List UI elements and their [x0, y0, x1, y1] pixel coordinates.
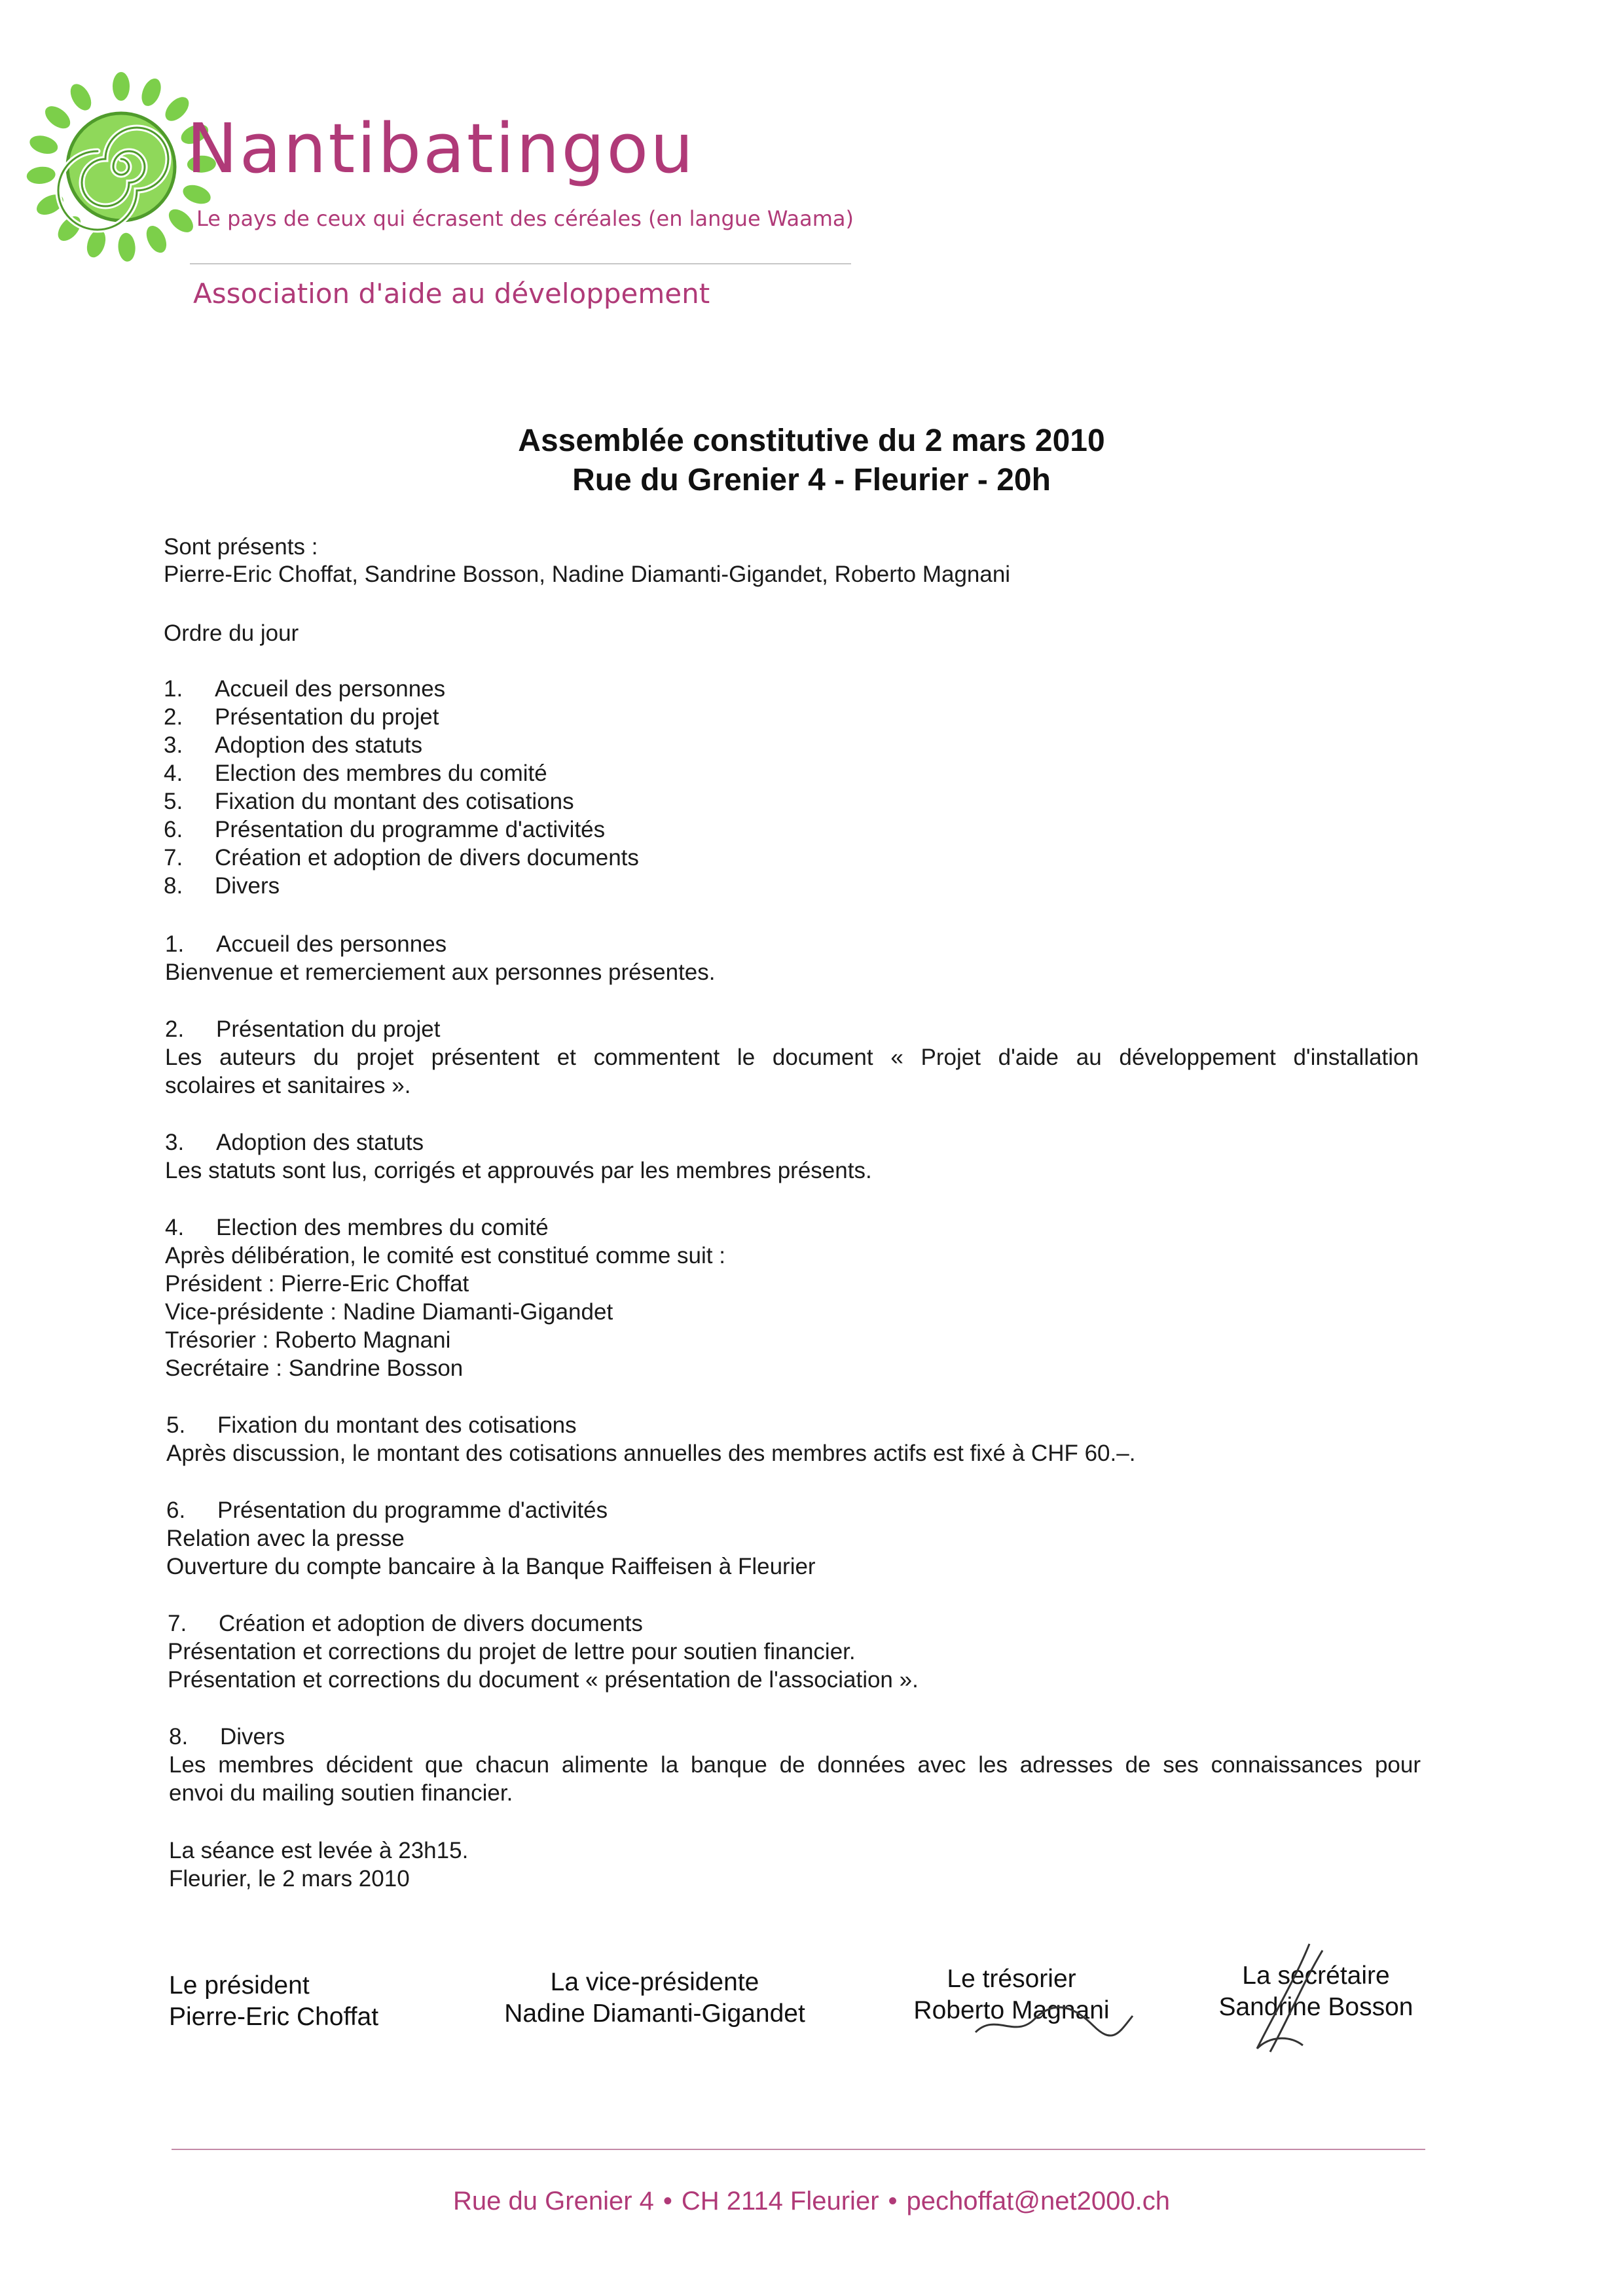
section-text: Vice-présidente : Nadine Diamanti-Gigandet [165, 1299, 613, 1325]
section-heading: 6. Présentation du programme d'activités [166, 1498, 608, 1523]
bullet-icon: • [888, 2187, 898, 2215]
section-heading: 4. Election des membres du comité [165, 1215, 549, 1240]
section-text: Après discussion, le montant des cotisations annuelles des membres actifs est fixé à CHF 60.–. [166, 1441, 1136, 1466]
signature-role: Le président [169, 1971, 310, 2000]
agenda-item: 1. Accueil des personnes [164, 676, 446, 702]
handwritten-signature-secretary [1231, 1937, 1349, 2062]
association-subtitle: Association d'aide au développement [193, 278, 710, 310]
brand-name: Nantibatingou [187, 109, 696, 188]
agenda-label: Ordre du jour [164, 620, 299, 646]
agenda-item: 8. Divers [164, 873, 280, 899]
attendees-label: Sont présents : [164, 534, 318, 560]
section-text: Les statuts sont lus, corrigés et approuvés par les membres présents. [165, 1158, 872, 1183]
signature-role: Le trésorier [947, 1965, 1076, 1993]
footer-divider [172, 2149, 1425, 2150]
signature-name: Sandrine Bosson [1218, 1993, 1413, 2021]
section-heading: 8. Divers [169, 1724, 285, 1749]
section-text: Bienvenue et remerciement aux personnes présentes. [165, 960, 716, 985]
section-text: Relation avec la presse [166, 1526, 405, 1551]
signature-role: La secrétaire [1242, 1962, 1390, 1990]
section-text: Après délibération, le comité est constitué comme suit : [165, 1243, 725, 1268]
signature-president [169, 1970, 378, 2033]
meeting-location: Rue du Grenier 4 - Fleurier - 20h [572, 463, 1051, 497]
signature-name: Pierre-Eric Choffat [169, 2003, 379, 2031]
footer-address: Rue du Grenier 4 [453, 2187, 654, 2215]
section-text: Secrétaire : Sandrine Bosson [165, 1355, 464, 1381]
agenda-item: 7. Création et adoption de divers documents [164, 845, 639, 870]
attendees-names: Pierre-Eric Choffat, Sandrine Bosson, Nadine Diamanti-Gigandet, Roberto Magnani [164, 562, 1011, 587]
section-text: Président : Pierre-Eric Choffat [165, 1271, 469, 1297]
signature-name: Roberto Magnani [913, 1996, 1110, 2024]
closing-place-date: Fleurier, le 2 mars 2010 [169, 1866, 410, 1892]
section-text: Les membres décident que chacun alimente la banque de données avec les adresses de ses connaissances pour [169, 1752, 1421, 1778]
section-text: envoi du mailing soutien financier. [169, 1780, 513, 1806]
letterhead-divider [190, 263, 851, 264]
footer-email[interactable]: pechoffat@net2000.ch [906, 2187, 1170, 2215]
handwritten-signature-treasurer [969, 1993, 1139, 2045]
signature-role: La vice-présidente [550, 1968, 759, 1996]
section-text: Présentation et corrections du projet de lettre pour soutien financier. [168, 1639, 856, 1664]
footer-postal: CH 2114 Fleurier [681, 2187, 879, 2215]
section-text: Trésorier : Roberto Magnani [165, 1327, 451, 1353]
agenda-item: 6. Présentation du programme d'activités [164, 817, 606, 842]
signature-vice-president [491, 1967, 818, 2030]
section-text: scolaires et sanitaires ». [165, 1073, 411, 1098]
brand-tagline: Le pays de ceux qui écrasent des céréales (en langue Waama) [196, 206, 854, 231]
meeting-title: Assemblée constitutive du 2 mars 2010 [518, 423, 1105, 458]
section-heading: 2. Présentation du projet [165, 1016, 441, 1042]
section-text: Présentation et corrections du document « présentation de l'association ». [168, 1667, 919, 1693]
section-heading: 1. Accueil des personnes [165, 931, 447, 957]
section-heading: 7. Création et adoption de divers documents [168, 1611, 643, 1636]
agenda-item: 5. Fixation du montant des cotisations [164, 789, 574, 814]
signature-name: Nadine Diamanti-Gigandet [504, 2000, 805, 2028]
section-heading: 3. Adoption des statuts [165, 1130, 424, 1155]
agenda-item: 3. Adoption des statuts [164, 732, 423, 758]
closing-time: La séance est levée à 23h15. [169, 1838, 469, 1863]
section-text: Les auteurs du projet présentent et commentent le document « Projet d'aide au développement d'installation [165, 1045, 1419, 1070]
section-text: Ouverture du compte bancaire à la Banque Raiffeisen à Fleurier [166, 1554, 816, 1579]
agenda-item: 2. Présentation du projet [164, 704, 439, 730]
bullet-icon: • [663, 2187, 672, 2215]
footer-contact [0, 2188, 1623, 2214]
agenda-item: 4. Election des membres du comité [164, 761, 547, 786]
section-heading: 5. Fixation du montant des cotisations [166, 1412, 577, 1438]
